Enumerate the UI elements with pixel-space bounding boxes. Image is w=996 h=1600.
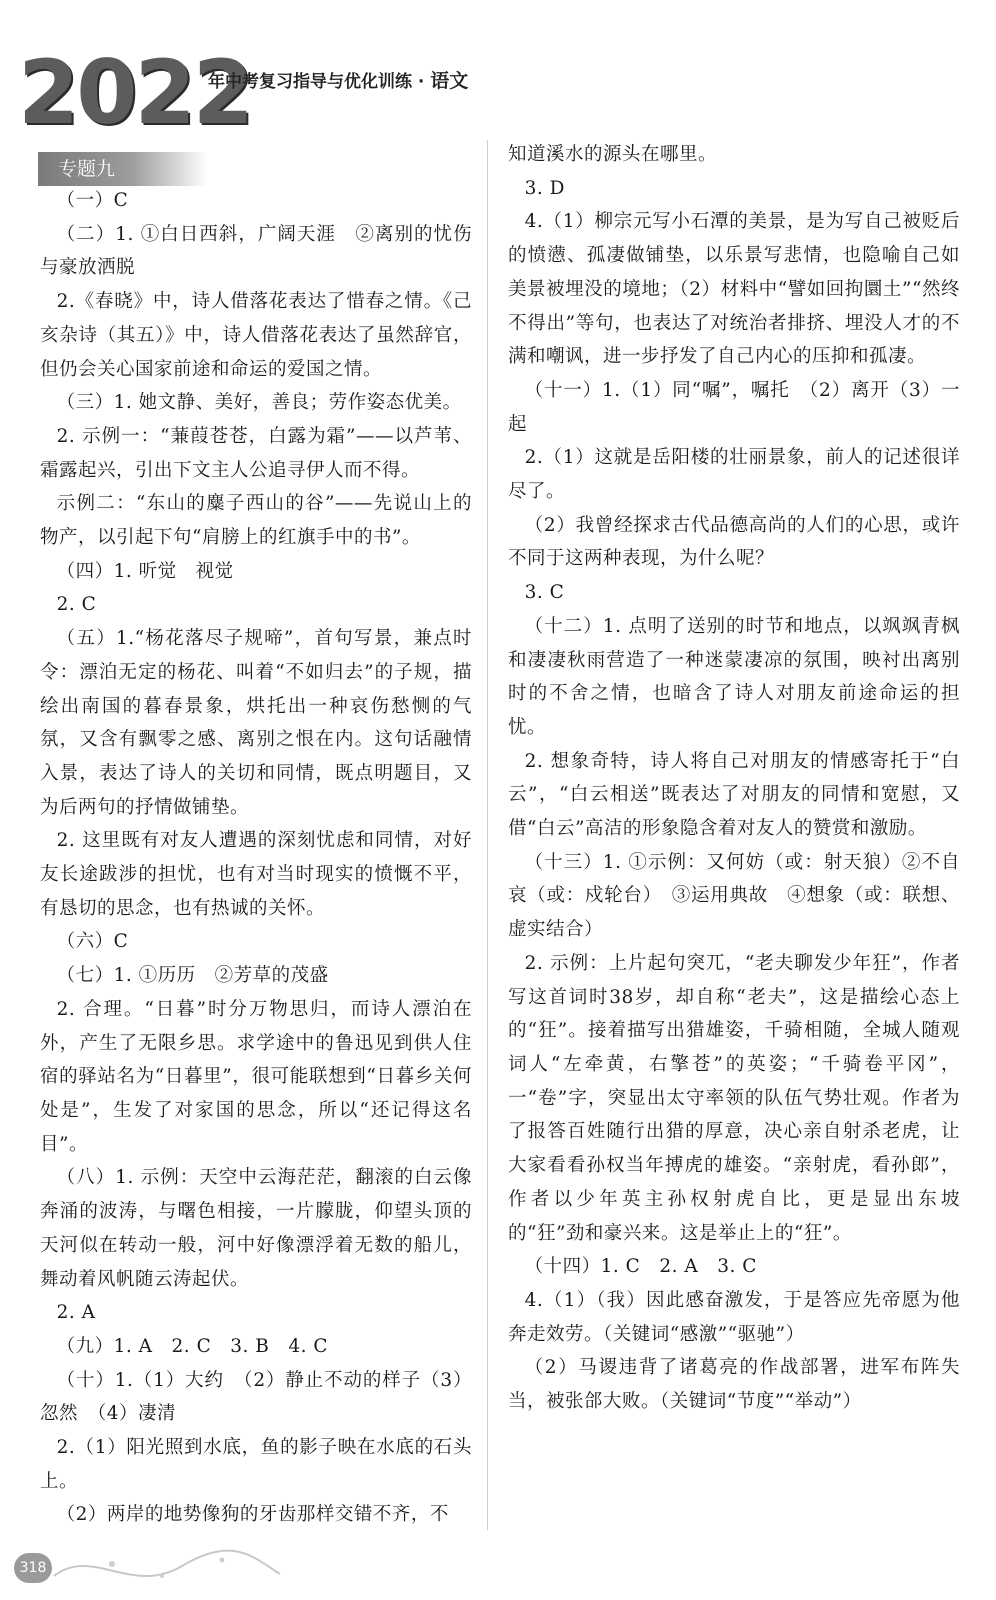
answer-paragraph: 2. 示例一：“蒹葭苍苍，白露为霜”——以芦苇、霜露起兴，引出下文主人公追寻伊人而不得。 [40, 425, 472, 481]
answer-paragraph: 2. A [56, 1302, 96, 1324]
answer-paragraph: （六）C [56, 931, 129, 953]
answer-paragraph: （十）1.（1）大约 （2）静止不动的样子（3）忽然 （4）凄清 [40, 1369, 472, 1425]
answer-paragraph: 示例二：“东山的麋子西山的谷”——先说山上的物产，以引起下句“肩膀上的红旗手中的书”。 [40, 493, 472, 549]
page-number: 318 [14, 1553, 52, 1583]
answer-paragraph: 2.《春晓》中，诗人借落花表达了惜春之情。《己亥杂诗（其五）》中，诗人借落花表达了虽然辞官，但仍会关心国家前途和命运的爱国之情。 [40, 291, 472, 380]
answer-paragraph: 2. 示例：上片起句突兀，“老夫聊发少年狂”，作者写这首词时38岁，却自称“老夫”，这是描绘心态上的“狂”。接着描写出猎雄姿，千骑相随，全城人随观词人“左牵黄，右擎苍”的英姿；“千骑卷平冈”，一“卷”字，突显出太守率领的队伍气势壮观。作者为了报答百姓随行出猎的厚意，决心亲自射杀老虎，让大家看看孙权当年搏虎的雄姿。“亲射虎，看孙郎”，作者以少年英主孙权射虎自比，更是显出东坡的“狂”劲和豪兴来。这是举止上的“狂”。 [508, 952, 960, 1244]
decorative-swirl-icon [52, 1536, 282, 1596]
answer-paragraph: （十一）1.（1）同“嘱”，嘱托 （2）离开（3）一起 [508, 379, 960, 435]
right-column [508, 138, 960, 1419]
answer-paragraph: 2.（1）这就是岳阳楼的壮丽景象，前人的记述很详尽了。 [508, 447, 960, 503]
answer-paragraph: 3. D [524, 177, 566, 199]
answer-paragraph: （八）1. 示例：天空中云海茫茫，翻滚的白云像奔涌的波涛，与曙色相接，一片朦胧，仰望头顶的天河似在转动一般，河中好像漂浮着无数的船儿，舞动着风帆随云涛起伏。 [40, 1167, 472, 1290]
answer-paragraph: （七）1. ①历历 ②芳草的茂盛 [56, 965, 329, 987]
answer-paragraph: （四）1. 听觉 视觉 [56, 560, 234, 582]
column-divider [487, 140, 488, 1530]
page-header [18, 41, 618, 144]
subject-label: 语文 [430, 70, 469, 92]
answer-paragraph: 知道溪水的源头在哪里。 [508, 144, 718, 165]
answer-paragraph: 4.（1）柳宗元写小石潭的美景，是为写自己被贬后的愤懑、孤凄做铺垫，以乐景写悲情，也隐喻自己如美景被埋没的境地；（2）材料中“譬如回拘圜土”“然终不得出”等句，也表达了对统治者排挤、埋没人才的不满和嘲讽，进一步抒发了自己内心的压抑和孤凄。 [508, 211, 960, 368]
book-title [208, 66, 468, 93]
answer-paragraph: 3. C [524, 582, 565, 604]
answer-paragraph: （2）我曾经探求古代品德高尚的人们的心思，或许不同于这两种表现，为什么呢？ [508, 514, 960, 570]
answer-paragraph: （2）两岸的地势像狗的牙齿那样交错不齐，不 [56, 1504, 449, 1526]
answer-paragraph: 2. 合理。“日暮”时分万物思归，而诗人漂泊在外，产生了无限乡思。求学途中的鲁迅见到供人住宿的驿站名为“日暮里”，很可能联想到“日暮乡关何处是”，生发了对家国的思念，所以“还记得这名目”。 [40, 998, 472, 1155]
answer-paragraph: 2. 想象奇特，诗人将自己对朋友的情感寄托于“白云”，“白云相送”既表达了对朋友的同情和宽慰，又借“白云”高洁的形象隐含着对友人的赞赏和激励。 [508, 750, 960, 840]
answer-paragraph: （十二）1. 点明了送别的时节和地点，以飒飒青枫和凄凄秋雨营造了一种迷蒙凄凉的氛围，映衬出离别时的不舍之情，也暗含了诗人对朋友前途命运的担忧。 [508, 615, 960, 738]
answer-paragraph: （二）1. ①白日西斜，广阔天涯 ②离别的忧伤与豪放洒脱 [40, 223, 472, 279]
answer-paragraph: 2.（1）阳光照到水底，鱼的影子映在水底的石头上。 [40, 1437, 472, 1492]
answer-paragraph: 4.（1）（我）因此感奋激发，于是答应先帝愿为他奔走效劳。（关键词“感激”“驱驰”） [508, 1289, 960, 1345]
answer-paragraph: （九）1. A 2. C 3. B 4. C [56, 1335, 329, 1357]
answer-paragraph: 2. 这里既有对友人遭遇的深刻忧虑和同情，对好友长途跋涉的担忧，也有对当时现实的愤慨不平，有恳切的思念，也有热诚的关怀。 [40, 830, 472, 919]
year-logo: 2022 [18, 41, 251, 144]
answer-paragraph: 2. C [56, 594, 97, 616]
answer-paragraph: （三）1. 她文静、美好，善良；劳作姿态优美。 [56, 392, 462, 414]
answer-paragraph: （十三）1. ①示例：又何妨（或：射天狼）②不自哀（或：戍轮台） ③运用典故 ④想象（或：联想、虚实结合） [508, 851, 960, 941]
answer-paragraph: （一）C [56, 190, 129, 211]
answer-paragraph: （十四）1. C 2. A 3. C [524, 1256, 757, 1278]
book-title-text: 年中考复习指导与优化训练 · [208, 72, 431, 92]
answer-paragraph: （2）马谡违背了诸葛亮的作战部署，进军布阵失当，被张郃大败。（关键词“节度”“举动”） [508, 1357, 960, 1413]
left-column [40, 184, 472, 1532]
section-title: 专题九 [38, 152, 208, 186]
answer-paragraph: （五）1.“杨花落尽子规啼”，首句写景，兼点时令：漂泊无定的杨花、叫着“不如归去”的子规，描绘出南国的暮春景象，烘托出一种哀伤愁恻的气氛，又含有飘零之感、离别之恨在内。这句话融情入景，表达了诗人的关切和同情，既点明题目，又为后两句的抒情做铺垫。 [40, 628, 472, 818]
